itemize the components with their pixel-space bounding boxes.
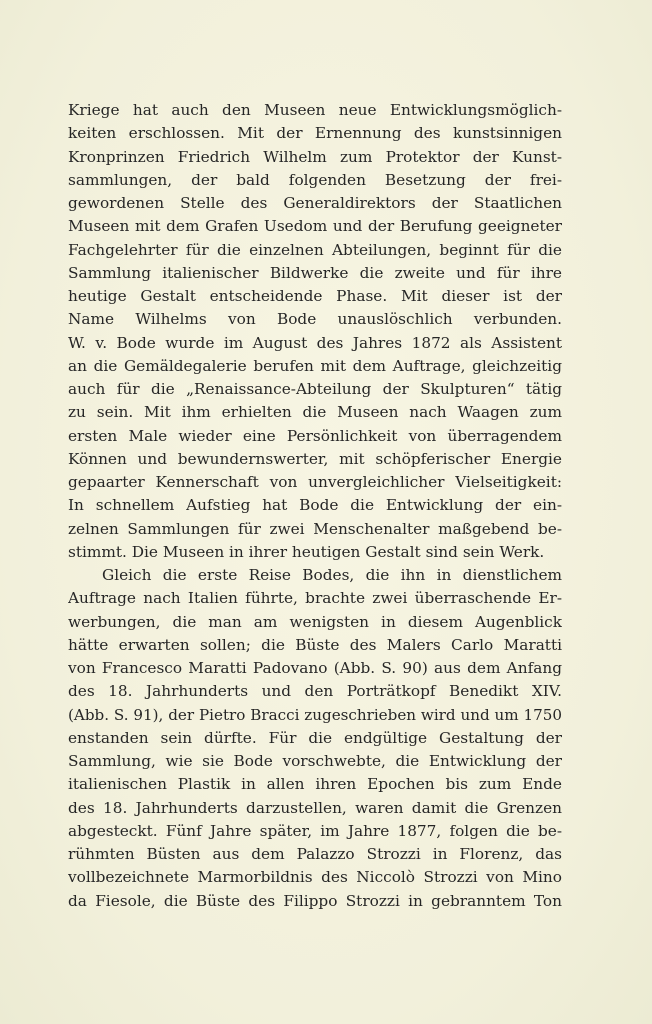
text-line: Museen mit dem Grafen Usedom und der Berufung geeigneter <box>68 217 562 236</box>
text-line: rühmten Büsten aus dem Palazzo Strozzi in Florenz, das <box>68 845 562 863</box>
text-line: Sammlung, wie sie Bode vorschwebte, die Entwicklung der <box>68 752 562 770</box>
text-line: an die Gemäldegalerie berufen mit dem Auftrage, gleichzeitig <box>68 356 562 375</box>
text-line: Auftrage nach Italien führte, brachte zwei überraschende Er- <box>68 589 562 608</box>
text-line: Sammlung italienischer Bildwerke die zweite und für ihre <box>68 263 562 282</box>
text-line: stimmt. Die Museen in ihrer heutigen Gestalt sind sein Werk. <box>68 542 545 561</box>
text-line: zelnen Sammlungen für zwei Menschenalter maßgebend be- <box>68 519 562 538</box>
text-line: Name Wilhelms von Bode unauslöschlich verbunden. <box>68 310 562 329</box>
text-line: keiten erschlossen. Mit der Ernennung des kunstsinnigen <box>68 124 562 143</box>
text-line: Fachgelehrter für die einzelnen Abteilungen, beginnt für die <box>68 240 562 259</box>
text-line: (Abb. S. 91), der Pietro Bracci zugeschrieben wird und um 1750 <box>68 705 562 724</box>
text-line: In schnellem Aufstieg hat Bode die Entwicklung der ein- <box>68 496 562 515</box>
text-line: des 18. Jahrhunderts und den Porträtkopf Benedikt XIV. <box>68 682 562 701</box>
text-line: Kriege hat auch den Museen neue Entwicklungsmöglich- <box>68 101 562 119</box>
text-line: da Fiesole, die Büste des Filippo Strozzi in gebranntem Ton <box>68 891 562 910</box>
text-line: zu sein. Mit ihm erhielten die Museen nach Waagen zum <box>68 403 562 422</box>
text-line: ersten Male wieder eine Persönlichkeit von überragendem <box>68 426 562 445</box>
body-text <box>68 99 562 913</box>
text-line: sammlungen, der bald folgenden Besetzung der frei- <box>68 170 562 189</box>
text-line: werbungen, die man am wenigsten in diesem Augenblick <box>68 612 562 631</box>
text-line: hätte erwarten sollen; die Büste des Malers Carlo Maratti <box>68 635 562 654</box>
text-line: von Francesco Maratti Padovano (Abb. S. 90) aus dem Anfang <box>68 659 562 677</box>
text-line: des 18. Jahrhunderts darzustellen, waren damit die Grenzen <box>68 798 562 817</box>
text-line: vollbezeichnete Marmorbildnis des Niccolò Strozzi von Mino <box>68 868 562 887</box>
text-line: heutige Gestalt entscheidende Phase. Mit dieser ist der <box>68 287 562 305</box>
text-line: abgesteckt. Fünf Jahre später, im Jahre 1877, folgen die be- <box>68 821 562 840</box>
text-line: italienischen Plastik in allen ihren Epochen bis zum Ende <box>68 775 562 794</box>
text-line: Gleich die erste Reise Bodes, die ihn in dienstlichem <box>102 566 562 584</box>
text-line: Kronprinzen Friedrich Wilhelm zum Protektor der Kunst- <box>68 147 562 166</box>
text-line: enstanden sein dürfte. Für die endgültige Gestaltung der <box>68 728 562 747</box>
text-line: gepaarter Kennerschaft von unvergleichlicher Vielseitigkeit: <box>68 473 562 491</box>
text-line: W. v. Bode wurde im August des Jahres 1872 als Assistent <box>68 333 562 352</box>
text-line: gewordenen Stelle des Generaldirektors der Staatlichen <box>68 194 562 212</box>
text-line: auch für die „Renaissance-Abteilung der Skulpturen“ tätig <box>68 380 562 398</box>
text-line: Können und bewundernswerter, mit schöpferischer Energie <box>68 449 562 468</box>
